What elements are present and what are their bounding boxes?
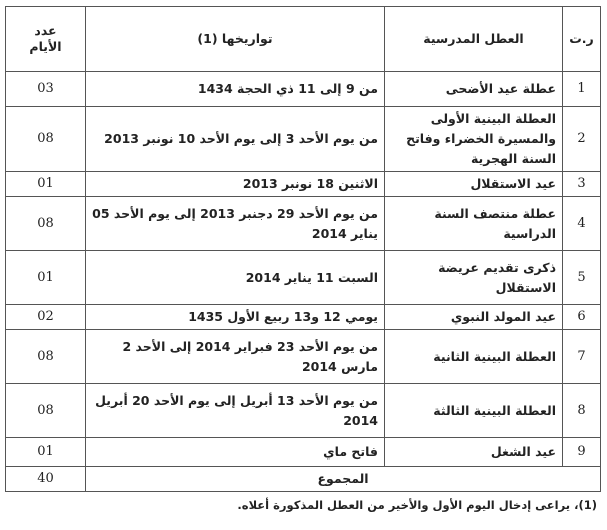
holiday-days: 08 [6, 330, 86, 384]
header-holiday: العطل المدرسية [385, 7, 563, 72]
header-days-line1: عدد [34, 23, 57, 38]
row-number: 7 [563, 330, 601, 384]
holiday-days: 08 [6, 107, 86, 172]
header-dates: تواريخها (1) [86, 7, 385, 72]
total-label: المجموع [86, 467, 601, 492]
table-row [6, 305, 601, 330]
holiday-dates: الاثنين 18 نونبر 2013 [86, 172, 385, 197]
holiday-name: العطلة البينية الأولى والمسيرة الخضراء وفاتح السنة الهجرية [385, 107, 563, 172]
table-row [6, 330, 601, 384]
holiday-name: عيد الشغل [385, 438, 563, 467]
holiday-days: 01 [6, 251, 86, 305]
school-holidays-table [5, 6, 601, 492]
holiday-name: عيد المولد النبوي [385, 305, 563, 330]
row-number: 4 [563, 197, 601, 251]
table-row [6, 72, 601, 107]
row-number: 6 [563, 305, 601, 330]
total-row [6, 467, 601, 492]
holiday-dates: من يوم الأحد 13 أبريل إلى يوم الأحد 20 أبريل 2014 [86, 384, 385, 438]
table-row [6, 172, 601, 197]
holiday-name: عيد الاستقلال [385, 172, 563, 197]
holiday-days: 08 [6, 384, 86, 438]
table-row [6, 251, 601, 305]
table-row [6, 197, 601, 251]
holiday-dates: من يوم الأحد 23 فبراير 2014 إلى الأحد 2 مارس 2014 [86, 330, 385, 384]
row-number: 9 [563, 438, 601, 467]
holiday-name: عطلة منتصف السنة الدراسية [385, 197, 563, 251]
holiday-days: 01 [6, 172, 86, 197]
holiday-name: العطلة البينية الثالثة [385, 384, 563, 438]
holiday-dates: من يوم الأحد 29 دجنبر 2013 إلى يوم الأحد 05 يناير 2014 [86, 197, 385, 251]
holiday-dates: السبت 11 يناير 2014 [86, 251, 385, 305]
holiday-days: 03 [6, 72, 86, 107]
holiday-days: 02 [6, 305, 86, 330]
header-number: ر.ت [563, 7, 601, 72]
row-number: 2 [563, 107, 601, 172]
table-row [6, 438, 601, 467]
row-number: 8 [563, 384, 601, 438]
row-number: 3 [563, 172, 601, 197]
holiday-dates: من يوم الأحد 3 إلى يوم الأحد 10 نونبر 2013 [86, 107, 385, 172]
holiday-days: 08 [6, 197, 86, 251]
header-days-line2: الأيام [29, 39, 62, 54]
table-row [6, 384, 601, 438]
total-value: 40 [6, 467, 86, 492]
holiday-dates: يومي 12 و13 ربيع الأول 1435 [86, 305, 385, 330]
holiday-name: ذكرى تقديم عريضة الاستقلال [385, 251, 563, 305]
header-row [6, 7, 601, 72]
row-number: 1 [563, 72, 601, 107]
table-row [6, 107, 601, 172]
header-days [6, 7, 86, 72]
holiday-calendar-document [6, 6, 601, 512]
footnote: (1)، يراعى إدخال اليوم الأول والأخير من العطل المذكورة أعلاه. [237, 498, 597, 512]
holiday-days: 01 [6, 438, 86, 467]
holiday-dates: فاتح ماي [86, 438, 385, 467]
row-number: 5 [563, 251, 601, 305]
holiday-name: عطلة عيد الأضحى [385, 72, 563, 107]
holiday-name: العطلة البينية الثانية [385, 330, 563, 384]
holiday-dates: من 9 إلى 11 ذي الحجة 1434 [86, 72, 385, 107]
